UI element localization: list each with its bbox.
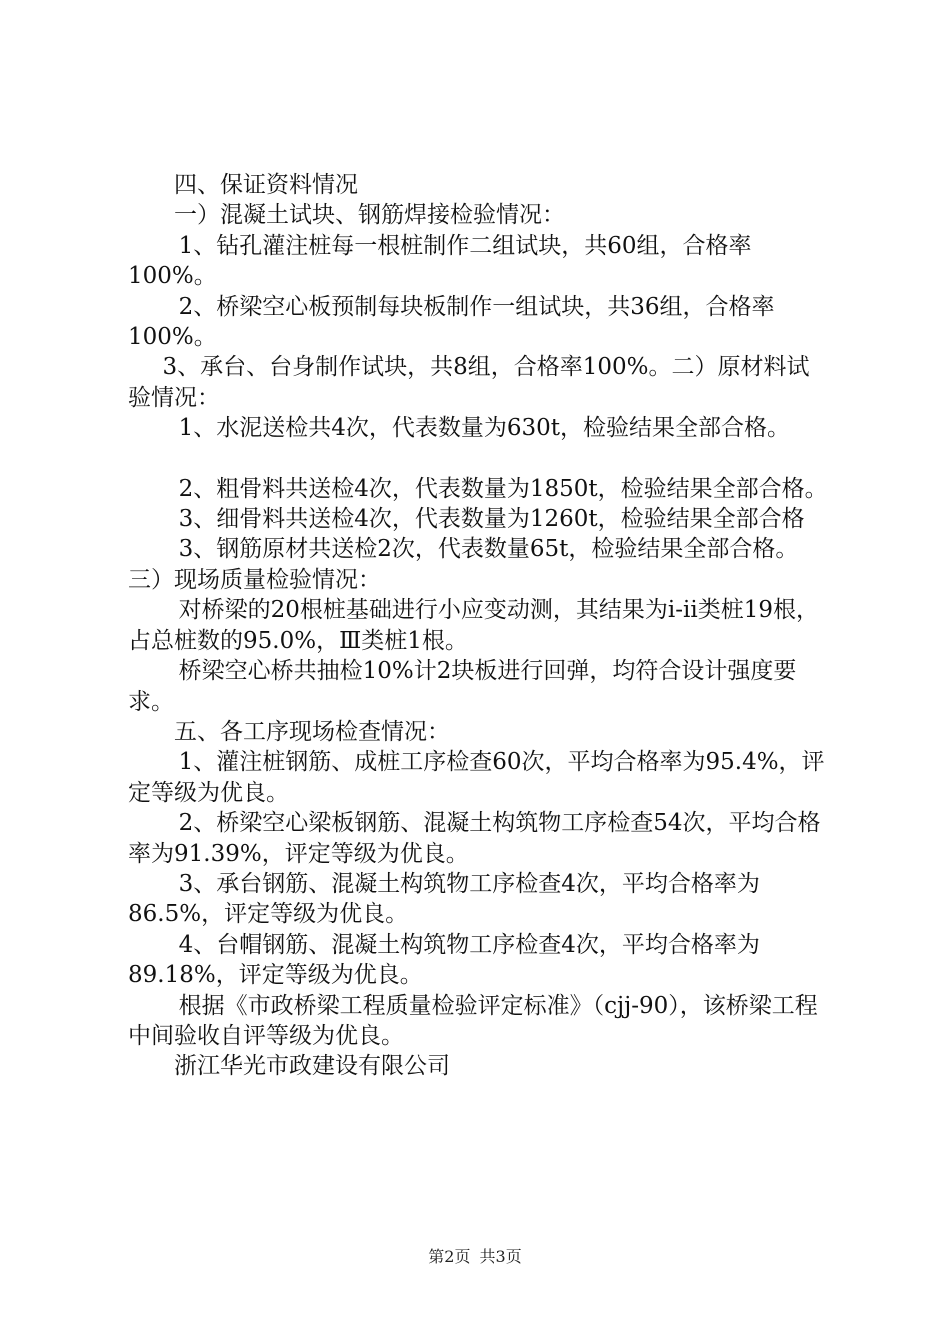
paragraph-slab-specimens: 2、桥梁空心板预制每块板制作一组试块，共36组，合格率100%。 xyxy=(128,293,775,351)
page-number: 第2页 xyxy=(428,1247,471,1266)
paragraph-slab-inspection: 2、桥梁空心梁板钢筋、混凝土构筑物工序检查54次，平均合格率为91.39%，评定等级为优良。 xyxy=(128,810,821,867)
paragraph-pile-specimens: 1、钻孔灌注桩每一根桩制作二组试块，共60组，合格率100%。 xyxy=(128,232,752,290)
document-body xyxy=(128,170,830,1082)
paragraph-cap-inspection: 3、承台钢筋、混凝土构筑物工序检查4次，平均合格率为86.5%，评定等级为优良。 xyxy=(128,870,760,928)
company-signature: 浙江华光市政建设有限公司 xyxy=(174,1053,450,1080)
page-footer xyxy=(0,1244,950,1267)
paragraph-fine-aggregate: 3、细骨料共送检4次，代表数量为1260t，检验结果全部合格 xyxy=(178,506,805,533)
paragraph-rebound-testing: 桥梁空心桥共抽检10%计2块板进行回弹，均符合设计强度要求。 xyxy=(128,658,797,715)
paragraph-cement-tests: 1、水泥送检共4次，代表数量为630t，检验结果全部合格。 xyxy=(178,415,791,442)
section-heading-four: 四、保证资料情况 xyxy=(174,172,358,198)
paragraph-steel-tests: 3、钢筋原材共送检2次，代表数量65t，检验结果全部合格。三）现场质量检验情况： xyxy=(128,536,799,593)
paragraph-gap xyxy=(128,444,830,474)
paragraph-pile-testing: 对桥梁的20根桩基础进行小应变动测，其结果为i-ii类桩19根，占总桩数的95.0%，Ⅲ类桩1根。 xyxy=(128,597,819,654)
paragraph-coarse-aggregate: 2、粗骨料共送检4次，代表数量为1850t，检验结果全部合格。 xyxy=(178,475,828,502)
paragraph-conclusion: 根据《市政桥梁工程质量检验评定标准》（cjj-90），该桥梁工程中间验收自评等级为优良。 xyxy=(128,992,818,1049)
section-heading-five: 五、各工序现场检查情况： xyxy=(174,718,450,745)
page-total: 共3页 xyxy=(479,1247,522,1266)
subsection-heading-concrete: 一）混凝土试块、钢筋焊接检验情况： xyxy=(174,202,565,229)
paragraph-cap-specimens: 3、承台、台身制作试块，共8组，合格率100%。二）原材料试验情况： xyxy=(128,354,810,411)
paragraph-capbeam-inspection: 4、台帽钢筋、混凝土构筑物工序检查4次，平均合格率为89.18%，评定等级为优良。 xyxy=(128,931,760,989)
paragraph-pile-inspection: 1、灌注桩钢筋、成桩工序检查60次，平均合格率为95.4%，评定等级为优良。 xyxy=(128,749,825,806)
